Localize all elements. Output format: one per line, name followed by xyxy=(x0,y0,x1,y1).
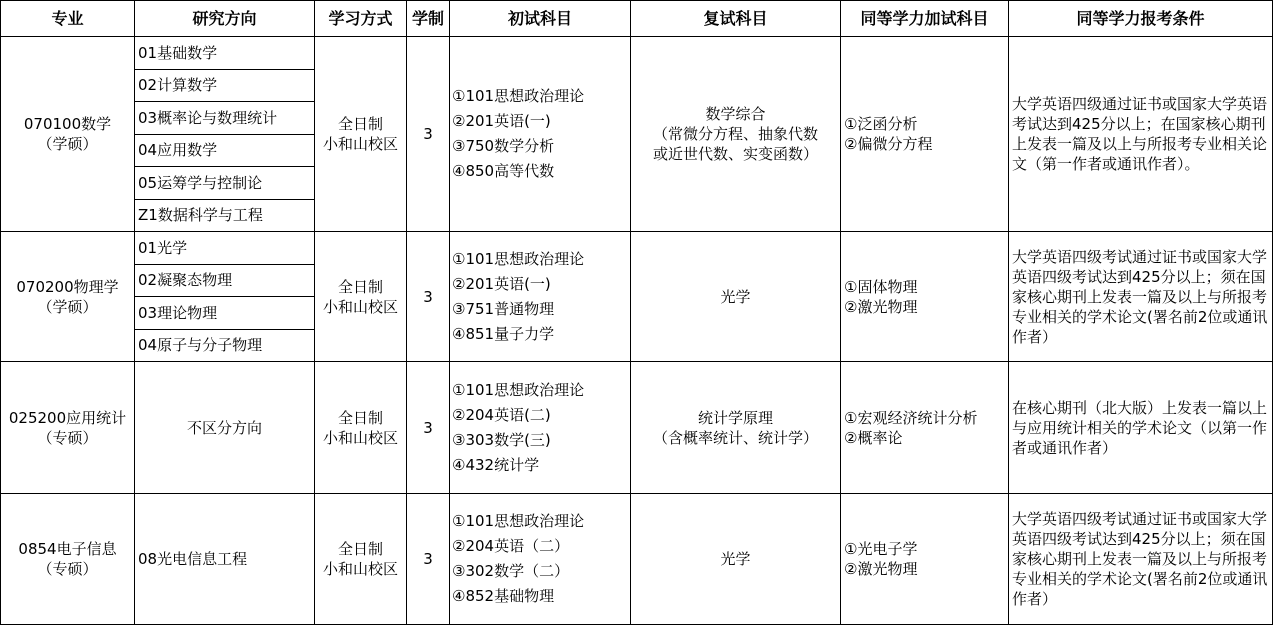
header-row xyxy=(1,1,1273,37)
exams-cell: ①101思想政治理论 ②204英语(二) ③303数学(三) ④432统计学 xyxy=(450,362,631,494)
direction-cell: 02凝聚态物理 xyxy=(135,264,315,297)
header-exams: 初试科目 xyxy=(450,1,631,37)
extra-cell: ①固体物理 ②激光物理 xyxy=(841,232,1009,362)
table-row xyxy=(1,232,1273,265)
direction-cell: 01光学 xyxy=(135,232,315,265)
major-cell: 070100数学 （学硕） xyxy=(1,37,135,232)
exams-cell: ①101思想政治理论 ②201英语(一) ③750数学分析 ④850高等代数 xyxy=(450,37,631,232)
major-cell: 025200应用统计 （专硕） xyxy=(1,362,135,494)
exams-cell: ①101思想政治理论 ②201英语(一) ③751普通物理 ④851量子力学 xyxy=(450,232,631,362)
condition-cell: 大学英语四级考试通过证书或国家大学英语四级考试达到425分以上；须在国家核心期刊上发表一篇及以上与所报考专业相关的学术论文(署名前2位或通讯作者） xyxy=(1009,232,1273,362)
exams-cell: ①101思想政治理论 ②204英语（二） ③302数学（二） ④852基础物理 xyxy=(450,494,631,625)
major-cell: 070200物理学 （学硕） xyxy=(1,232,135,362)
direction-cell: 04应用数学 xyxy=(135,134,315,167)
table-row xyxy=(1,362,1273,494)
years-cell: 3 xyxy=(407,37,450,232)
years-cell: 3 xyxy=(407,362,450,494)
table-row xyxy=(1,494,1273,625)
header-mode: 学习方式 xyxy=(315,1,407,37)
retest-cell: 光学 xyxy=(631,232,841,362)
direction-cell: 01基础数学 xyxy=(135,37,315,70)
header-condition: 同等学力报考条件 xyxy=(1009,1,1273,37)
retest-cell: 数学综合 （常微分方程、抽象代数 或近世代数、实变函数） xyxy=(631,37,841,232)
header-years: 学制 xyxy=(407,1,450,37)
major-cell: 0854电子信息 （专硕） xyxy=(1,494,135,625)
direction-cell: 02计算数学 xyxy=(135,69,315,102)
condition-cell: 大学英语四级考试通过证书或国家大学英语四级考试达到425分以上；须在国家核心期刊上发表一篇及以上与所报考专业相关的学术论文(署名前2位或通讯作者） xyxy=(1009,494,1273,625)
direction-cell: 08光电信息工程 xyxy=(135,494,315,625)
header-major: 专业 xyxy=(1,1,135,37)
direction-cell: 03概率论与数理统计 xyxy=(135,102,315,135)
direction-cell: 04原子与分子物理 xyxy=(135,329,315,362)
mode-cell: 全日制 小和山校区 xyxy=(315,232,407,362)
direction-cell: Z1数据科学与工程 xyxy=(135,199,315,232)
extra-cell: ①光电子学 ②激光物理 xyxy=(841,494,1009,625)
mode-cell: 全日制 小和山校区 xyxy=(315,362,407,494)
table-row xyxy=(1,37,1273,70)
mode-cell: 全日制 小和山校区 xyxy=(315,37,407,232)
retest-cell: 光学 xyxy=(631,494,841,625)
header-direction: 研究方向 xyxy=(135,1,315,37)
extra-cell: ①泛函分析 ②偏微分方程 xyxy=(841,37,1009,232)
years-cell: 3 xyxy=(407,494,450,625)
years-cell: 3 xyxy=(407,232,450,362)
direction-cell: 不区分方向 xyxy=(135,362,315,494)
condition-cell: 大学英语四级通过证书或国家大学英语考试达到425分以上；在国家核心期刊上发表一篇及以上与所报考专业相关论文（第一作者或通讯作者）。 xyxy=(1009,37,1273,232)
header-extra: 同等学力加试科目 xyxy=(841,1,1009,37)
condition-cell: 在核心期刊（北大版）上发表一篇以上与应用统计相关的学术论文（以第一作者或通讯作者） xyxy=(1009,362,1273,494)
direction-cell: 05运筹学与控制论 xyxy=(135,167,315,200)
direction-cell: 03理论物理 xyxy=(135,297,315,330)
mode-cell: 全日制 小和山校区 xyxy=(315,494,407,625)
retest-cell: 统计学原理 （含概率统计、统计学） xyxy=(631,362,841,494)
header-retest: 复试科目 xyxy=(631,1,841,37)
extra-cell: ①宏观经济统计分析 ②概率论 xyxy=(841,362,1009,494)
